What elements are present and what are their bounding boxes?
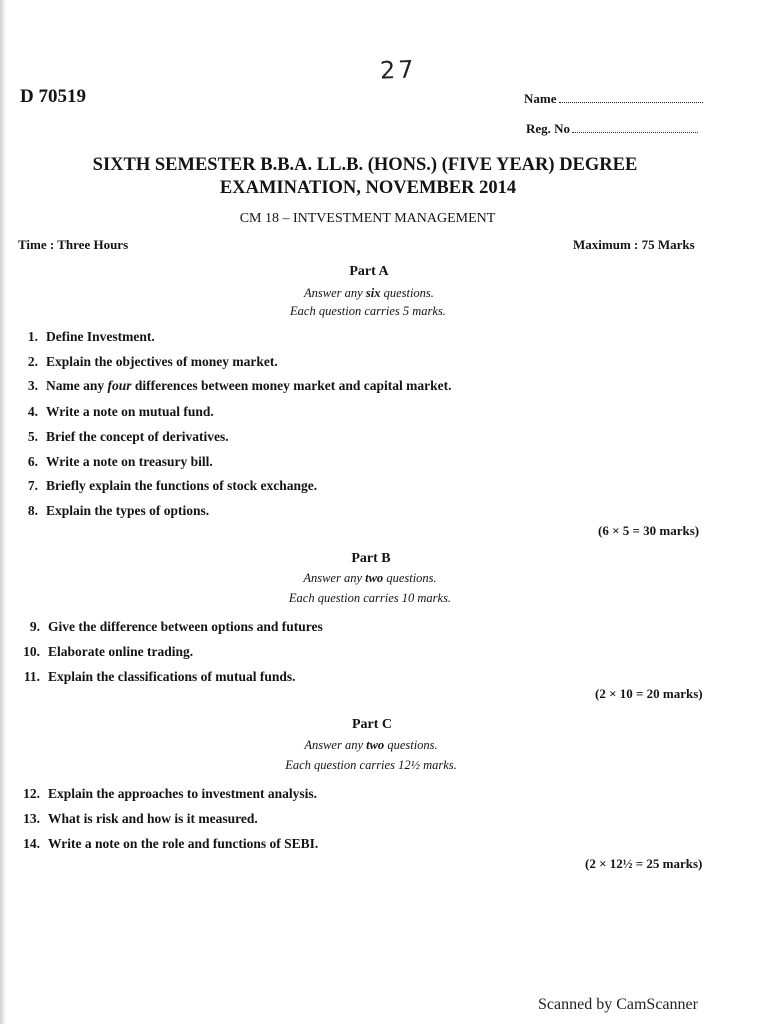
maximum-marks: Maximum : 75 Marks: [573, 237, 695, 252]
question-3: 3. Name any four differences between money market and capital market.: [27, 378, 452, 393]
part-a-instruction-2: Each question carries 5 marks.: [290, 304, 446, 318]
question-6: 6. Write a note on treasury bill.: [27, 454, 213, 469]
part-b-instruction-2: Each question carries 10 marks.: [288, 591, 452, 605]
exam-title-line-1: SIXTH SEMESTER B.B.A. LL.B. (HONS.) (FIVE YEAR) DEGREE: [92, 155, 638, 175]
name-label: Name: [524, 91, 557, 106]
question-9: 9. Give the difference between options and futures: [29, 619, 323, 634]
part-c-instruction-1: Answer any two questions.: [304, 738, 438, 752]
reg-no-field: [526, 121, 698, 137]
question-13: 13. What is risk and how is it measured.: [23, 811, 258, 826]
question-12: 12. Explain the approaches to investment analysis.: [23, 786, 318, 801]
question-8: 8. Explain the types of options.: [27, 503, 210, 518]
question-5: 5. Brief the concept of derivatives.: [27, 429, 229, 444]
handwritten-note: 27: [379, 55, 418, 85]
reg-no-blank: [572, 132, 698, 133]
question-4: 4. Write a note on mutual fund.: [27, 404, 214, 419]
question-2: 2. Explain the objectives of money market.: [27, 354, 278, 369]
paper-code: D 70519: [20, 86, 86, 107]
question-11: 11. Explain the classifications of mutual funds.: [23, 669, 296, 684]
question-10: 10. Elaborate online trading.: [23, 644, 194, 659]
question-7: 7. Briefly explain the functions of stock exchange.: [27, 478, 318, 493]
part-b-marks: (2 × 10 = 20 marks): [595, 686, 703, 701]
part-a-marks: (6 × 5 = 30 marks): [598, 523, 700, 538]
name-field: [524, 91, 703, 107]
scanner-watermark: Scanned by CamScanner: [538, 996, 698, 1013]
name-blank: [559, 102, 703, 103]
exam-title-line-2: EXAMINATION, NOVEMBER 2014: [219, 178, 517, 198]
part-b-heading: Part B: [351, 551, 391, 566]
question-14: 14. Write a note on the role and functions of SEBI.: [23, 836, 319, 851]
part-c-instruction-2: Each question carries 12½ marks.: [285, 758, 457, 772]
part-a-instruction-1: Answer any six questions.: [304, 286, 434, 300]
reg-no-label: Reg. No: [526, 121, 571, 136]
part-c-marks: (2 × 12½ = 25 marks): [585, 856, 703, 871]
part-c-heading: Part C: [351, 717, 393, 732]
part-a-heading: Part A: [349, 264, 389, 279]
subject-line: CM 18 – INTVESTMENT MANAGEMENT: [239, 211, 496, 226]
part-b-instruction-1: Answer any two questions.: [303, 571, 437, 585]
time-allowed: Time : Three Hours: [18, 237, 129, 252]
question-1: 1. Define Investment.: [27, 329, 155, 344]
